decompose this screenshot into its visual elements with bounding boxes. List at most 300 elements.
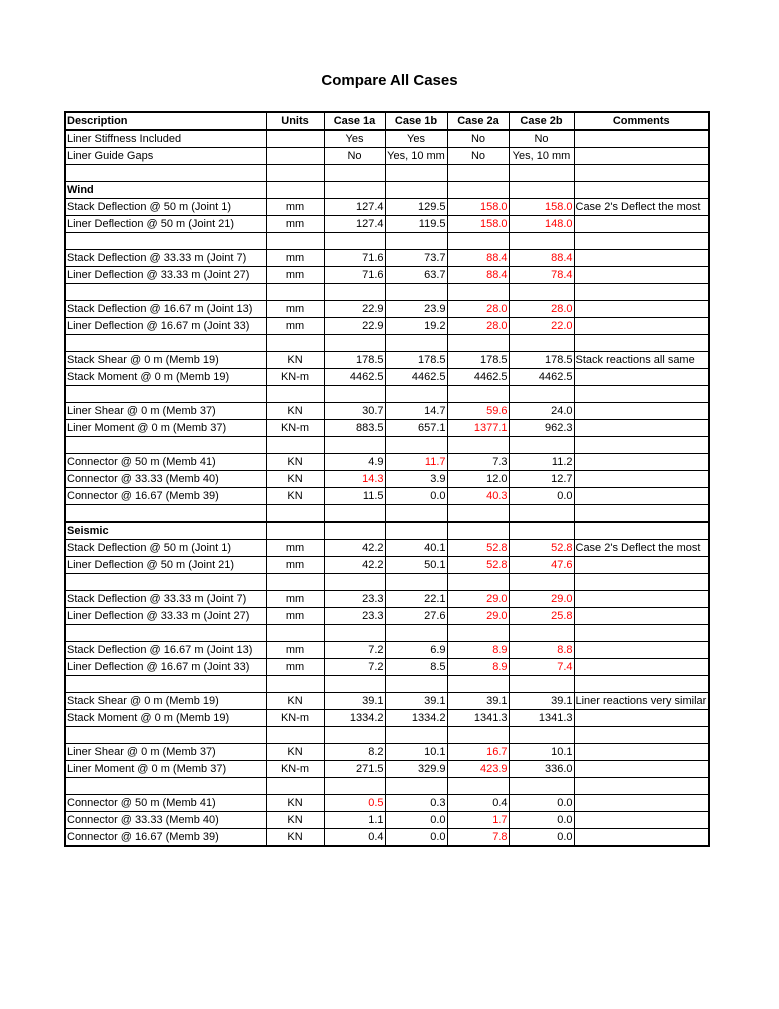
cell-case-1b [385,778,447,795]
cell-case-1a [324,284,385,301]
cell-case-2a [447,335,509,352]
cell-case-2a: 28.0 [447,301,509,318]
cell-description [65,284,266,301]
cell-case-2a: 178.5 [447,352,509,369]
cell-case-1b: Yes, 10 mm [385,148,447,165]
cell-description: Liner Shear @ 0 m (Memb 37) [65,403,266,420]
cell-case-1b: 27.6 [385,608,447,625]
cell-case-2b [509,233,574,250]
cell-description: Stack Deflection @ 16.67 m (Joint 13) [65,642,266,659]
cell-case-2b: 88.4 [509,250,574,267]
cell-description: Stack Deflection @ 50 m (Joint 1) [65,199,266,216]
cell-description [65,437,266,454]
table-row [65,488,709,505]
cell-case-2b [509,522,574,540]
cell-case-1b: 0.3 [385,795,447,812]
cell-case-1a: 71.6 [324,267,385,284]
cell-comments [574,761,709,778]
table-row [65,318,709,335]
cell-comments [574,420,709,437]
cell-comments [574,403,709,420]
cell-case-1b: 0.0 [385,488,447,505]
cell-comments [574,454,709,471]
cell-units [266,505,324,523]
cell-case-1b: 129.5 [385,199,447,216]
cell-units: KN [266,454,324,471]
cell-case-2a: 12.0 [447,471,509,488]
cell-units [266,182,324,199]
cell-case-2b: 22.0 [509,318,574,335]
cell-comments [574,557,709,574]
cell-case-1b [385,727,447,744]
cell-comments [574,284,709,301]
cell-comments: Case 2's Deflect the most [574,199,709,216]
cell-description: Connector @ 16.67 (Memb 39) [65,829,266,847]
cell-comments [574,301,709,318]
cell-case-1a: 23.3 [324,591,385,608]
cell-case-2a [447,625,509,642]
cell-comments [574,369,709,386]
cell-case-1a: 7.2 [324,659,385,676]
cell-comments [574,659,709,676]
cell-case-2b: 158.0 [509,199,574,216]
table-row [65,369,709,386]
cell-case-2a: 1.7 [447,812,509,829]
spacer-row [65,625,709,642]
table-row [65,471,709,488]
cell-case-1b [385,522,447,540]
cell-units [266,522,324,540]
cell-case-1a [324,574,385,591]
cell-case-2a [447,574,509,591]
cell-description: Connector @ 33.33 (Memb 40) [65,812,266,829]
cell-description: Stack Shear @ 0 m (Memb 19) [65,693,266,710]
cell-units [266,284,324,301]
table-row [65,301,709,318]
cell-case-2b: 148.0 [509,216,574,233]
cell-description: Stack Deflection @ 33.33 m (Joint 7) [65,250,266,267]
cell-case-2b: 962.3 [509,420,574,437]
cell-description [65,574,266,591]
spacer-row [65,727,709,744]
cell-case-1a: 22.9 [324,318,385,335]
cell-case-2b [509,778,574,795]
cell-description: Connector @ 50 m (Memb 41) [65,795,266,812]
cell-units: KN [266,812,324,829]
cell-case-2b: 4462.5 [509,369,574,386]
cell-description: Liner Moment @ 0 m (Memb 37) [65,420,266,437]
cell-case-2a: 52.8 [447,557,509,574]
cell-units: mm [266,301,324,318]
cell-case-1a: 11.5 [324,488,385,505]
cell-case-2a: 7.3 [447,454,509,471]
table-row [65,642,709,659]
cell-case-2a: 28.0 [447,318,509,335]
cell-case-2b: 0.0 [509,812,574,829]
table-row [65,130,709,148]
cell-case-1a [324,778,385,795]
cell-comments [574,505,709,523]
cell-case-1a: 30.7 [324,403,385,420]
cell-case-1b: 39.1 [385,693,447,710]
cell-comments [574,148,709,165]
cell-comments [574,744,709,761]
cell-units [266,574,324,591]
cell-units [266,625,324,642]
cell-case-1a: 8.2 [324,744,385,761]
cell-case-2b: 0.0 [509,795,574,812]
cell-units [266,437,324,454]
cell-description: Stack Moment @ 0 m (Memb 19) [65,369,266,386]
cell-case-1a: 178.5 [324,352,385,369]
cell-description: Connector @ 50 m (Memb 41) [65,454,266,471]
table-row [65,352,709,369]
spacer-row [65,284,709,301]
cell-units: KN [266,744,324,761]
cell-description: Liner Deflection @ 16.67 m (Joint 33) [65,659,266,676]
cell-case-1b [385,505,447,523]
cell-case-1b [385,437,447,454]
spacer-row [65,505,709,523]
cell-case-1a: 4462.5 [324,369,385,386]
cell-case-1b [385,574,447,591]
cell-comments [574,522,709,540]
cell-units: mm [266,267,324,284]
cell-case-2b [509,625,574,642]
cell-description: Liner Deflection @ 33.33 m (Joint 27) [65,608,266,625]
cell-comments [574,165,709,182]
table-row [65,591,709,608]
cell-case-1b: 50.1 [385,557,447,574]
cell-case-1b: 10.1 [385,744,447,761]
cell-case-1b: 329.9 [385,761,447,778]
cell-case-1b: 11.7 [385,454,447,471]
cell-description: Stack Deflection @ 50 m (Joint 1) [65,540,266,557]
cell-case-1b: 3.9 [385,471,447,488]
cell-case-1b [385,182,447,199]
cell-case-1b: 19.2 [385,318,447,335]
cell-case-1b [385,233,447,250]
header-case-2a: Case 2a [447,112,509,130]
cell-case-2a [447,778,509,795]
cell-comments [574,829,709,847]
cell-case-1a [324,165,385,182]
cell-comments [574,318,709,335]
cell-case-2b [509,182,574,199]
cell-description [65,233,266,250]
cell-case-1b: 23.9 [385,301,447,318]
cell-case-2a [447,505,509,523]
cell-case-1b: 6.9 [385,642,447,659]
table-row [65,608,709,625]
cell-description: Liner Deflection @ 16.67 m (Joint 33) [65,318,266,335]
cell-case-1a: 1.1 [324,812,385,829]
cell-case-1a: 39.1 [324,693,385,710]
cell-case-2a: 8.9 [447,659,509,676]
cell-case-2a: 29.0 [447,591,509,608]
cell-units: mm [266,659,324,676]
cell-units [266,148,324,165]
cell-case-2a: 158.0 [447,216,509,233]
cell-case-1b: 0.0 [385,812,447,829]
cell-comments [574,778,709,795]
cell-case-2b [509,727,574,744]
table-row [65,540,709,557]
cell-description: Liner Shear @ 0 m (Memb 37) [65,744,266,761]
cell-units: mm [266,318,324,335]
cell-units: mm [266,250,324,267]
cell-case-1b [385,335,447,352]
cell-case-2a [447,727,509,744]
cell-case-2b: 25.8 [509,608,574,625]
cell-case-1a: 0.4 [324,829,385,847]
cell-comments [574,812,709,829]
cell-case-2a: 423.9 [447,761,509,778]
cell-units [266,778,324,795]
cell-description [65,505,266,523]
cell-case-1b [385,676,447,693]
cell-case-1a: 71.6 [324,250,385,267]
cell-units: mm [266,557,324,574]
table-row [65,403,709,420]
cell-case-2a: 52.8 [447,540,509,557]
cell-comments [574,182,709,199]
table-row [65,795,709,812]
cell-case-2b [509,165,574,182]
cell-case-1a: 4.9 [324,454,385,471]
cell-case-1a: 127.4 [324,199,385,216]
cell-units: KN-m [266,710,324,727]
cell-case-1a [324,233,385,250]
spacer-row [65,165,709,182]
cell-description: Liner Moment @ 0 m (Memb 37) [65,761,266,778]
cell-case-2a [447,284,509,301]
cell-description: Seismic [65,522,266,540]
table-row [65,148,709,165]
cell-case-2b: 11.2 [509,454,574,471]
cell-comments [574,250,709,267]
cell-comments [574,335,709,352]
cell-case-2b: 178.5 [509,352,574,369]
cell-description: Stack Deflection @ 16.67 m (Joint 13) [65,301,266,318]
table-row [65,454,709,471]
cell-units: KN [266,795,324,812]
cell-description: Wind [65,182,266,199]
cell-units [266,335,324,352]
cell-case-2a: 0.4 [447,795,509,812]
cell-comments [574,608,709,625]
cell-case-2a: 39.1 [447,693,509,710]
cell-case-2b: Yes, 10 mm [509,148,574,165]
cell-case-1b: 63.7 [385,267,447,284]
cell-case-2a: 4462.5 [447,369,509,386]
cell-case-2b [509,335,574,352]
cell-case-1a: 271.5 [324,761,385,778]
cell-description: Stack Moment @ 0 m (Memb 19) [65,710,266,727]
cell-case-2b [509,574,574,591]
cell-case-2b: 24.0 [509,403,574,420]
cell-units [266,233,324,250]
cell-case-2a: 1377.1 [447,420,509,437]
cell-comments: Stack reactions all same [574,352,709,369]
cell-case-2b: 28.0 [509,301,574,318]
cell-comments [574,471,709,488]
table-row [65,744,709,761]
cell-comments [574,795,709,812]
cell-case-2a: 29.0 [447,608,509,625]
cell-case-1b: 73.7 [385,250,447,267]
spacer-row [65,233,709,250]
cell-case-2a [447,522,509,540]
table-row [65,812,709,829]
cell-description [65,386,266,403]
cell-case-1a: 14.3 [324,471,385,488]
cell-description: Stack Deflection @ 33.33 m (Joint 7) [65,591,266,608]
header-case-2b: Case 2b [509,112,574,130]
cell-units: mm [266,642,324,659]
table-row [65,420,709,437]
cell-units [266,386,324,403]
cell-case-2a: 158.0 [447,199,509,216]
cell-case-1b: 4462.5 [385,369,447,386]
cell-case-2b [509,284,574,301]
table-row [65,693,709,710]
cell-case-2b: 39.1 [509,693,574,710]
cell-case-2a [447,676,509,693]
cell-comments [574,386,709,403]
table-row [65,216,709,233]
spacer-row [65,335,709,352]
cell-comments: Case 2's Deflect the most [574,540,709,557]
header-case-1a: Case 1a [324,112,385,130]
spacer-row [65,778,709,795]
cell-case-1a [324,727,385,744]
cell-case-1a [324,505,385,523]
cell-case-1a [324,625,385,642]
cell-case-2b: 336.0 [509,761,574,778]
cell-description: Liner Deflection @ 33.33 m (Joint 27) [65,267,266,284]
cell-description [65,676,266,693]
cell-case-1a [324,182,385,199]
table-row [65,659,709,676]
cell-case-2a: No [447,130,509,148]
cell-units [266,165,324,182]
cell-case-1a: 127.4 [324,216,385,233]
table-row [65,761,709,778]
cell-case-2a: 16.7 [447,744,509,761]
cell-case-1b: Yes [385,130,447,148]
cell-comments [574,233,709,250]
cell-description: Liner Stiffness Included [65,130,266,148]
cell-case-2a: 1341.3 [447,710,509,727]
cell-comments [574,574,709,591]
cell-case-1a [324,522,385,540]
cell-units: mm [266,540,324,557]
cell-description: Connector @ 33.33 (Memb 40) [65,471,266,488]
spacer-row [65,676,709,693]
spacer-row [65,386,709,403]
cell-case-2a: 88.4 [447,250,509,267]
cell-case-1b: 178.5 [385,352,447,369]
cell-case-1a: 0.5 [324,795,385,812]
cell-case-2a: 8.9 [447,642,509,659]
cell-case-1a: 883.5 [324,420,385,437]
cell-case-1a [324,386,385,403]
cell-case-2a: 59.6 [447,403,509,420]
cell-units: KN-m [266,420,324,437]
cell-case-2b [509,386,574,403]
cell-case-1b [385,386,447,403]
cell-case-2a [447,165,509,182]
cell-description: Liner Deflection @ 50 m (Joint 21) [65,557,266,574]
cell-comments [574,625,709,642]
cell-case-2a [447,437,509,454]
cell-case-2a [447,182,509,199]
cell-case-1b: 1334.2 [385,710,447,727]
cell-case-1a: Yes [324,130,385,148]
cell-case-2b: 1341.3 [509,710,574,727]
header-units: Units [266,112,324,130]
cell-case-2b: 7.4 [509,659,574,676]
header-case-1b: Case 1b [385,112,447,130]
cell-case-2a: No [447,148,509,165]
cell-case-2b: 0.0 [509,488,574,505]
cell-units: mm [266,608,324,625]
table-row [65,250,709,267]
cell-case-1b: 657.1 [385,420,447,437]
cell-case-2a: 7.8 [447,829,509,847]
cell-case-1b [385,165,447,182]
cell-case-1a: 23.3 [324,608,385,625]
cell-units: KN [266,352,324,369]
table-row [65,557,709,574]
table-row [65,199,709,216]
table-row [65,710,709,727]
cell-units: KN [266,829,324,847]
cell-case-2a [447,386,509,403]
cell-case-1b: 14.7 [385,403,447,420]
cell-case-2a: 88.4 [447,267,509,284]
cell-comments [574,710,709,727]
cell-description: Stack Shear @ 0 m (Memb 19) [65,352,266,369]
cell-comments [574,488,709,505]
cell-units: KN-m [266,761,324,778]
cell-case-1b [385,625,447,642]
cell-case-2b: 78.4 [509,267,574,284]
cell-description [65,778,266,795]
spacer-row [65,574,709,591]
cell-units [266,727,324,744]
cell-units: KN-m [266,369,324,386]
cell-comments [574,591,709,608]
header-comments: Comments [574,112,709,130]
cell-units: KN [266,471,324,488]
cell-case-1b: 0.0 [385,829,447,847]
table-body [65,130,709,846]
cell-units: KN [266,693,324,710]
table-row [65,829,709,847]
cell-case-1a: 42.2 [324,540,385,557]
page-title: Compare All Cases [321,72,458,89]
cell-description [65,727,266,744]
cell-case-2b: 29.0 [509,591,574,608]
cell-case-2b [509,505,574,523]
cell-case-1b [385,284,447,301]
cell-comments: Liner reactions very similar [574,693,709,710]
cell-case-2b: 12.7 [509,471,574,488]
table-row [65,267,709,284]
cell-case-1a [324,676,385,693]
